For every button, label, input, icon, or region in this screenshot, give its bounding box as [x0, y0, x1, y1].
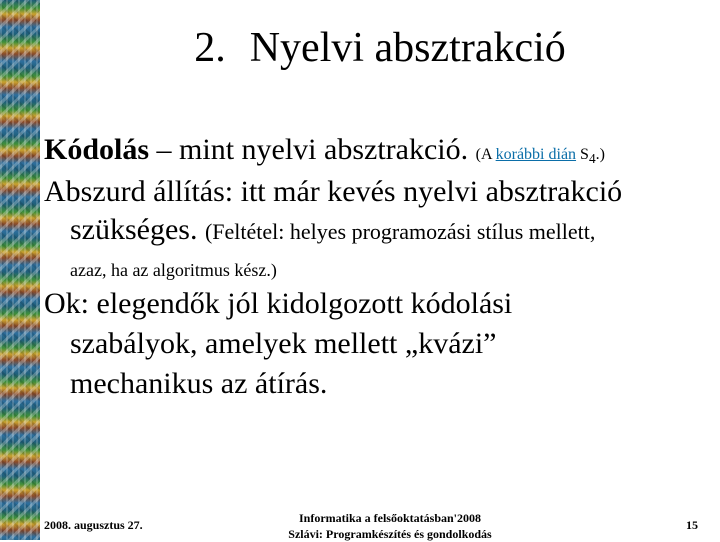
- absurd-line2: [44, 212, 704, 250]
- footer-center: [280, 510, 500, 542]
- absurd-line2-note: (Feltétel: helyes programozási stílus mellett,: [204, 219, 596, 244]
- absurd-line1: Abszurd állítás: itt már kevés nyelvi absztrakció: [44, 175, 623, 208]
- earlier-slide-link[interactable]: korábbi dián: [495, 146, 577, 163]
- paragraph-coding: [44, 132, 704, 177]
- reason-line1: Ok: elegendők jól kidolgozott kódolási: [44, 287, 513, 320]
- slide-title: [40, 22, 720, 74]
- coding-text: – mint nyelvi absztrakció.: [149, 133, 476, 166]
- title-number: 2.: [194, 25, 226, 71]
- footer-date: 2008. augusztus 27.: [44, 518, 143, 532]
- note-open: (A: [475, 146, 496, 163]
- note-close: .): [595, 146, 605, 163]
- note-subscript: 4: [588, 151, 596, 167]
- decorative-side-strip: [0, 0, 40, 540]
- coding-bold-term: Kódolás: [44, 133, 150, 166]
- paragraph-reason: [44, 286, 704, 402]
- absurd-line3: azaz, ha az algoritmus kész.): [70, 260, 277, 280]
- reason-line2: szabályok, amelyek mellett „kvázi”: [70, 327, 497, 360]
- reason-line3: mechanikus az átírás.: [70, 367, 328, 400]
- absurd-line2-big: szükséges.: [70, 213, 205, 246]
- footer-page-number: 15: [686, 518, 698, 532]
- note-s: S: [576, 146, 589, 163]
- earlier-slide-note: [475, 146, 605, 167]
- title-text: Nyelvi absztrakció: [249, 25, 566, 71]
- footer-center-line2: Szlávi: Programkészítés és gondolkodás: [288, 527, 492, 541]
- paragraph-absurd: [44, 174, 704, 281]
- footer-center-line1: Informatika a felsőoktatásban'2008: [298, 511, 481, 525]
